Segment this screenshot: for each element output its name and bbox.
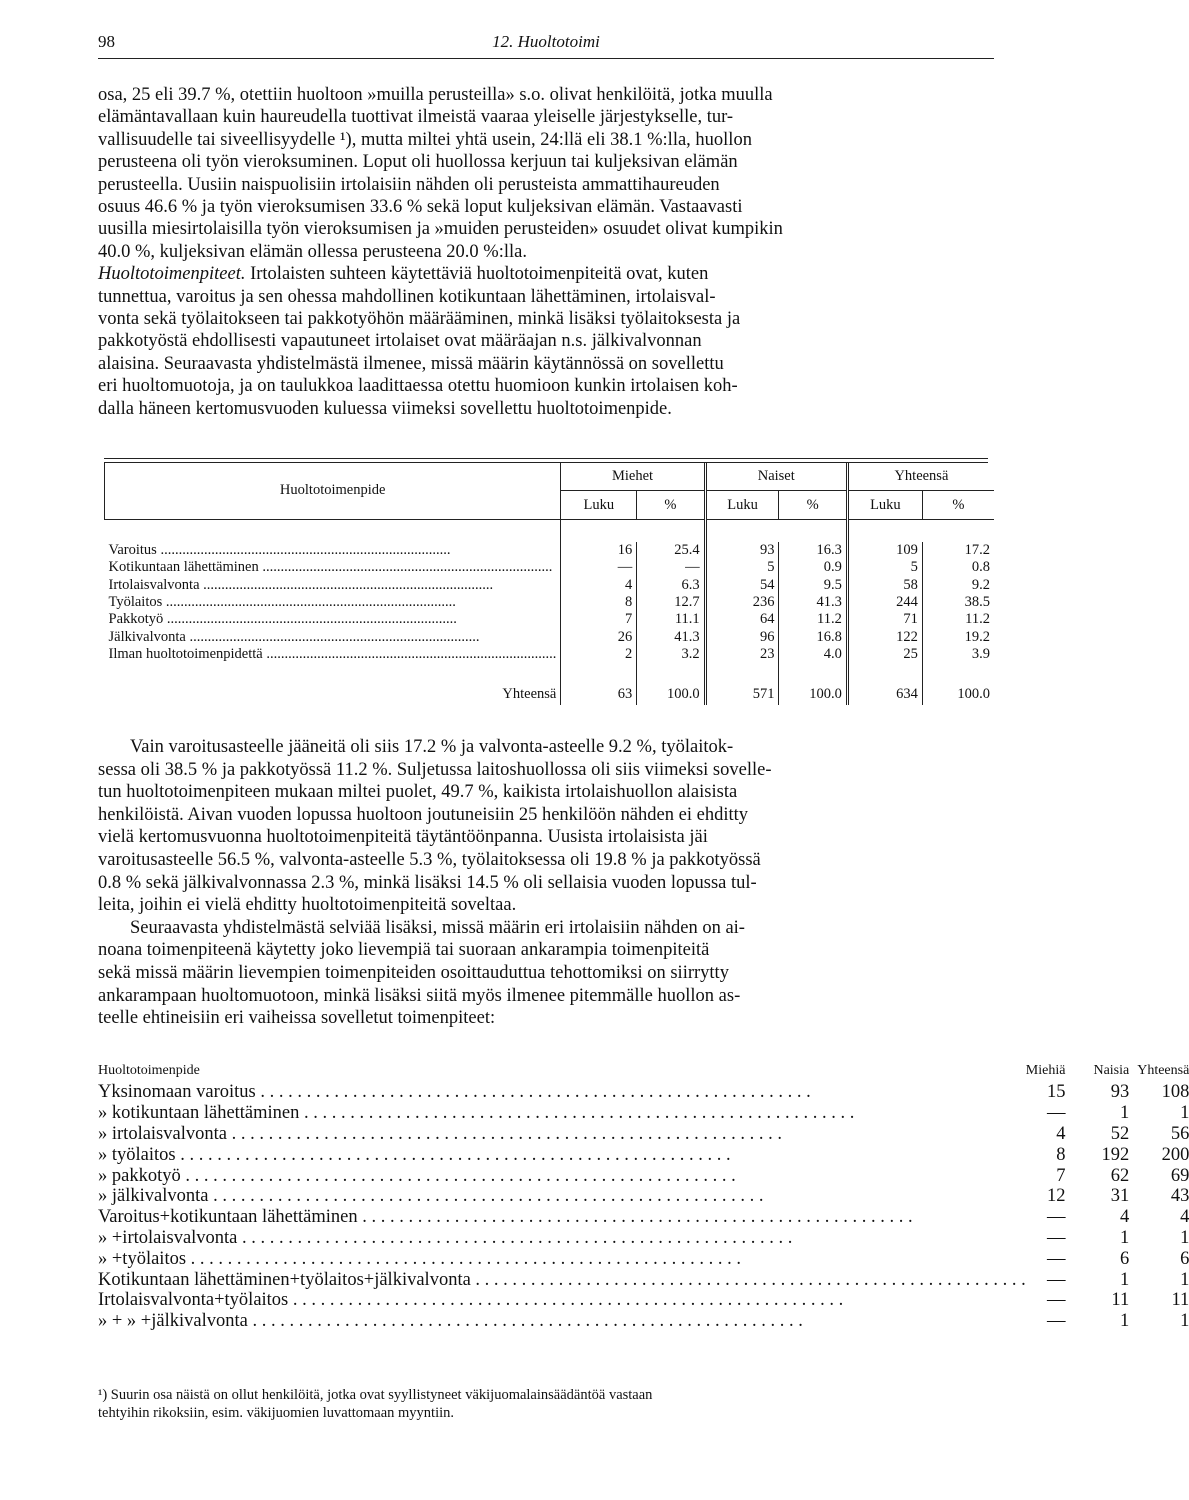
- text-line: uusilla miesirtolaisilla työn vieroksumisen ja »muiden perusteiden» osuudet olivat kumpikin: [98, 219, 783, 240]
- running-title: 12. Huoltotoimi: [492, 32, 600, 51]
- cell-t: 1: [1180, 1227, 1189, 1248]
- table-row: [98, 1248, 1189, 1269]
- cell-label: Irtolaisvalvonta+työlaitos . . . . . . . . . . . . . . . . . . . . . . . . . . . . . . . . . . . . . . . . . . . . . . . . . . . . . . . . . . . .: [98, 1290, 844, 1311]
- table-row: [105, 577, 995, 594]
- cell-label: » työlaitos . . . . . . . . . . . . . . . . . . . . . . . . . . . . . . . . . . . . . . . . . . . . . . . . . . . . . . . . . . . .: [98, 1144, 731, 1165]
- table2-body: [98, 1082, 1189, 1332]
- text-line: eri huoltomuotoja, ja on taulukkoa laadittaessa otettu huomioon kunkin irtolaisen koh-: [98, 376, 738, 397]
- table1-col-label: Huoltotoimenpide: [105, 462, 561, 520]
- cell-mp: 3.2: [681, 645, 700, 662]
- cell-t: 109: [847, 542, 922, 559]
- cell-t: 11: [1171, 1290, 1189, 1311]
- paragraph-2: [98, 736, 994, 1030]
- cell-n: 1: [1119, 1311, 1130, 1332]
- text-line: perusteena oli työn vieroksuminen. Loput oli huollossa kerjuun tai kuljeksivan elämän: [98, 152, 738, 173]
- table-row: [98, 1228, 1189, 1249]
- table2-col-label: Huoltotoimenpide: [98, 1063, 200, 1078]
- cell-label: Kotikuntaan lähettäminen+työlaitos+jälkivalvonta . . . . . . . . . . . . . . . . . . . . . . . . . . . . . . . . . . . . . . . . . . . . . . . . . . . . . . . . . . . .: [98, 1269, 1026, 1290]
- cell-label: » +työlaitos . . . . . . . . . . . . . . . . . . . . . . . . . . . . . . . . . . . . . . . . . . . . . . . . . . . . . . . . . . . .: [98, 1248, 742, 1269]
- cell-n: 4: [1119, 1207, 1130, 1228]
- text-line: 0.8 % sekä jälkivalvonnassa 2.3 %, minkä lisäksi 14.5 % oli sellaisia vuoden lopussa tul-: [98, 872, 757, 893]
- cell-m: —: [1046, 1103, 1066, 1124]
- table-row: [98, 1186, 1189, 1207]
- table-row: [105, 542, 995, 559]
- cell-label: » + » +jälkivalvonta . . . . . . . . . . . . . . . . . . . . . . . . . . . . . . . . . . . . . . . . . . . . . . . . . . . . . . . . . . . .: [98, 1311, 803, 1332]
- section-heading: Huoltotoimenpiteet.: [98, 264, 246, 285]
- table-row: [98, 1311, 1189, 1332]
- text-line: Vain varoitusasteelle jääneitä oli siis 17.2 % ja valvonta-asteelle 9.2 %, työlaitok-: [130, 737, 734, 757]
- cell-tp: 11.2: [965, 611, 990, 628]
- footnote: [98, 1386, 994, 1422]
- cell-t: 71: [847, 611, 922, 628]
- total-m: 63: [561, 663, 637, 705]
- footnote-line: ¹) Suurin osa näistä on ollut henkilöitä, jotka ovat syyllistyneet väkijuomalainsäädäntöä vastaan: [98, 1387, 653, 1403]
- total-label: Yhteensä: [105, 663, 561, 705]
- text-line: varoitusasteelle 56.5 %, valvonta-asteelle 5.3 %, työlaitoksessa oli 19.8 % ja pakkotyössä: [98, 849, 761, 870]
- cell-m: —: [1046, 1207, 1066, 1228]
- cell-t: 122: [847, 628, 922, 645]
- cell-t: 58: [847, 577, 922, 594]
- cell-m: —: [1046, 1311, 1066, 1332]
- cell-np: 4.0: [823, 645, 842, 662]
- cell-n: 1: [1119, 1103, 1130, 1124]
- cell-m: 8: [1056, 1144, 1066, 1165]
- cell-t: 43: [1170, 1186, 1189, 1207]
- text-line: dalla häneen kertomusvuoden kuluessa viimeksi sovellettu huoltotoimenpide.: [98, 398, 672, 419]
- subheader-luku: Luku: [705, 491, 779, 520]
- cell-label: Jälkivalvonta ................................................................................: [105, 628, 561, 645]
- text-line: Seuraavasta yhdistelmästä selviää lisäksi, missä määrin eri irtolaisiin nähden on ai-: [130, 917, 745, 938]
- cell-n: 11: [1111, 1290, 1130, 1311]
- cell-np: 16.8: [816, 628, 842, 645]
- cell-m: —: [1046, 1227, 1066, 1248]
- cell-n: 52: [1110, 1123, 1130, 1144]
- cell-m: 16: [561, 542, 637, 559]
- cell-mp: 12.7: [674, 594, 700, 611]
- text-span: Irtolaisten suhteen käytettäviä huoltotoimenpiteitä ovat, kuten: [245, 264, 709, 285]
- text-line: henkilöistä. Aivan vuoden lopussa huoltoon joutuneisiin 25 henkilöön nähden ei ehditty: [98, 804, 748, 825]
- table1-body: [105, 542, 995, 663]
- cell-n: 93: [705, 542, 779, 559]
- cell-tp: 17.2: [964, 542, 990, 559]
- total-n: 571: [705, 663, 779, 705]
- page-header: [98, 28, 994, 60]
- group-header-naiset: Naiset: [705, 462, 847, 491]
- cell-t: 1: [1180, 1311, 1189, 1332]
- cell-label: Pakkotyö ................................................................................: [105, 611, 561, 628]
- cell-tp: 0.8: [971, 559, 990, 576]
- cell-m: 8: [561, 594, 637, 611]
- cell-t: 25: [847, 646, 922, 663]
- table1-total-row: [105, 663, 995, 705]
- table-row: [98, 1124, 1189, 1145]
- table-row: [105, 611, 995, 628]
- text-line: sekä missä määrin lievempien toimenpiteiden osoittauduttua tehottomiksi on siirrytty: [98, 962, 729, 983]
- cell-m: 4: [1056, 1123, 1066, 1144]
- table2-header: [98, 1060, 1189, 1082]
- subheader-percent: %: [779, 491, 847, 520]
- table-row: [98, 1082, 1189, 1103]
- group-header-yhteensa: Yhteensä: [847, 462, 994, 491]
- cell-label: Kotikuntaan lähettäminen ................................................................................: [105, 559, 561, 576]
- total-tp: 100.0: [957, 686, 990, 703]
- cell-m: 26: [561, 628, 637, 645]
- cell-m: 4: [561, 577, 637, 594]
- cell-tp: 38.5: [964, 594, 990, 611]
- text-line: elämäntavallaan kuin haureudella tuottivat ilmeistä vaaraa yleiselle järjestykselle, tur-: [98, 107, 734, 128]
- cell-n: 96: [705, 628, 779, 645]
- subheader-percent: %: [922, 491, 994, 520]
- table1-group-header: [105, 462, 995, 491]
- table-combined-measures: [98, 1060, 1189, 1332]
- cell-t: 56: [1170, 1123, 1189, 1144]
- text-line: sessa oli 38.5 % ja pakkotyössä 11.2 %. Suljetussa laitoshuollossa oli siis viimeksi sovelle-: [98, 759, 772, 780]
- cell-label: Ilman huoltotoimenpidettä ................................................................................: [105, 646, 561, 663]
- text-line: noana toimenpiteenä käytetty joko lievempiä tai suoraan ankarampia toimenpiteitä: [98, 940, 710, 961]
- cell-t: 200: [1161, 1144, 1189, 1165]
- cell-t: 244: [847, 594, 922, 611]
- cell-t: 1: [1180, 1269, 1189, 1290]
- table-row: [98, 1207, 1189, 1228]
- table2-col-yhteensa: Yhteensä: [1137, 1063, 1189, 1078]
- table-row: [98, 1144, 1189, 1165]
- cell-n: 64: [705, 611, 779, 628]
- cell-n: 23: [705, 646, 779, 663]
- text-line: pakkotyöstä ehdollisesti vapautuneet irtolaiset ovat määräajan n.s. jälkivalvonnan: [98, 331, 702, 352]
- cell-tp: 3.9: [971, 645, 990, 662]
- text-line: 40.0 %, kuljeksivan elämän ollessa perusteena 20.0 %:lla.: [98, 241, 527, 262]
- table-row: [98, 1269, 1189, 1290]
- text-line: leita, joihin ei vielä ehditty huoltotoimenpiteitä soveltaa.: [98, 895, 517, 916]
- cell-n: 31: [1110, 1186, 1130, 1207]
- cell-tp: 9.2: [971, 576, 990, 593]
- text-line: vielä kertomusvuonna huoltotoimenpiteitä täytäntöönpanna. Uusista irtolaisista jäi: [98, 827, 708, 848]
- cell-n: 54: [705, 577, 779, 594]
- subheader-percent: %: [637, 491, 705, 520]
- cell-m: —: [561, 559, 637, 576]
- cell-n: 1: [1119, 1269, 1130, 1290]
- total-np: 100.0: [809, 686, 842, 703]
- table2-col-naisia: Naisia: [1093, 1063, 1130, 1078]
- cell-label: Irtolaisvalvonta ................................................................................: [105, 577, 561, 594]
- group-header-miehet: Miehet: [561, 462, 705, 491]
- subheader-luku: Luku: [561, 491, 637, 520]
- cell-m: —: [1046, 1269, 1066, 1290]
- footnote-line: tehtyihin rikoksiin, esim. väkijuomien luvattomaan myyntiin.: [98, 1405, 455, 1421]
- page-number: 98: [98, 32, 115, 51]
- cell-t: 6: [1180, 1248, 1189, 1269]
- cell-m: —: [1046, 1248, 1066, 1269]
- text-line: vonta sekä työlaitokseen tai pakkotyöhön määrääminen, minkä lisäksi työlaitoksesta ja: [98, 309, 741, 330]
- cell-n: 236: [705, 594, 779, 611]
- paragraph-1: [98, 84, 994, 420]
- cell-label: Työlaitos ................................................................................: [105, 594, 561, 611]
- cell-n: 93: [1110, 1082, 1130, 1103]
- cell-n: 1: [1119, 1227, 1130, 1248]
- cell-np: 16.3: [816, 542, 842, 559]
- table-row: [105, 646, 995, 663]
- cell-t: 69: [1170, 1165, 1189, 1186]
- cell-np: 11.2: [817, 611, 842, 628]
- cell-n: 62: [1110, 1165, 1130, 1186]
- cell-label: » jälkivalvonta . . . . . . . . . . . . . . . . . . . . . . . . . . . . . . . . . . . . . . . . . . . . . . . . . . . . . . . . . . . .: [98, 1186, 764, 1207]
- table-row: [98, 1165, 1189, 1186]
- cell-np: 9.5: [823, 576, 842, 593]
- cell-t: 5: [847, 559, 922, 576]
- cell-mp: 6.3: [681, 576, 700, 593]
- cell-mp: 25.4: [674, 542, 700, 559]
- table2-col-miehia: Miehiä: [1025, 1063, 1066, 1078]
- cell-label: Varoitus+kotikuntaan lähettäminen . . . . . . . . . . . . . . . . . . . . . . . . . . . . . . . . . . . . . . . . . . . . . . . . . . . . . . . . . . . .: [98, 1207, 913, 1228]
- subheader-luku: Luku: [847, 491, 922, 520]
- cell-n: 5: [705, 559, 779, 576]
- table-row: [105, 559, 995, 576]
- text-line: tunnettua, varoitus ja sen ohessa mahdollinen kotikuntaan lähettäminen, irtolaisval-: [98, 286, 716, 307]
- total-mp: 100.0: [667, 686, 700, 703]
- cell-mp: 11.1: [674, 611, 700, 628]
- cell-m: 12: [1046, 1186, 1066, 1207]
- text-line: alaisina. Seuraavasta yhdistelmästä ilmenee, missä määrin käytännössä on sovellettu: [98, 353, 724, 374]
- cell-label: » pakkotyö . . . . . . . . . . . . . . . . . . . . . . . . . . . . . . . . . . . . . . . . . . . . . . . . . . . . . . . . . . . .: [98, 1165, 736, 1186]
- total-t: 634: [847, 663, 922, 705]
- table-row: [98, 1103, 1189, 1124]
- cell-t: 1: [1180, 1103, 1189, 1124]
- cell-m: —: [1046, 1290, 1066, 1311]
- text-line: osa, 25 eli 39.7 %, otettiin huoltoon »muilla perusteilla» s.o. olivat henkilöitä, jotka muulla: [98, 85, 773, 105]
- cell-tp: 19.2: [964, 628, 990, 645]
- cell-label: Varoitus ................................................................................: [105, 542, 561, 559]
- text-line: osuus 46.6 % ja työn vieroksumisen 33.6 % sekä loput kuljeksivan elämän. Vastaavasti: [98, 197, 743, 218]
- text-line: ankarampaan huoltomuotoon, minkä lisäksi siitä myös ilmenee pitemmälle huollon as-: [98, 985, 741, 1006]
- table-row: [98, 1290, 1189, 1311]
- cell-label: » +irtolaisvalvonta . . . . . . . . . . . . . . . . . . . . . . . . . . . . . . . . . . . . . . . . . . . . . . . . . . . . . . . . . . . .: [98, 1227, 793, 1248]
- table-row: [105, 594, 995, 611]
- cell-n: 6: [1119, 1248, 1130, 1269]
- cell-m: 15: [1046, 1082, 1066, 1103]
- cell-np: 0.9: [823, 559, 842, 576]
- cell-mp: —: [685, 559, 700, 576]
- cell-m: 7: [1056, 1165, 1066, 1186]
- cell-mp: 41.3: [674, 628, 700, 645]
- text-line: teelle ehtineisiin eri vaiheissa sovelletut toimenpiteet:: [98, 1008, 496, 1029]
- cell-label: Yksinomaan varoitus . . . . . . . . . . . . . . . . . . . . . . . . . . . . . . . . . . . . . . . . . . . . . . . . . . . . . . . . . . . .: [98, 1082, 811, 1103]
- header-rule: [98, 58, 994, 59]
- text-line: perusteella. Uusiin naispuolisiin irtolaisiin nähden oli perusteista ammattihaureuden: [98, 174, 720, 195]
- cell-m: 7: [561, 611, 637, 628]
- cell-label: » irtolaisvalvonta . . . . . . . . . . . . . . . . . . . . . . . . . . . . . . . . . . . . . . . . . . . . . . . . . . . . . . . . . . . .: [98, 1123, 782, 1144]
- table-row: [105, 628, 995, 645]
- table-huoltotoimenpide: [104, 462, 994, 705]
- cell-label: » kotikuntaan lähettäminen . . . . . . . . . . . . . . . . . . . . . . . . . . . . . . . . . . . . . . . . . . . . . . . . . . . . . . . . . . . .: [98, 1103, 855, 1124]
- text-line: tun huoltotoimenpiteen mukaan miltei puolet, 49.7 %, kaikista irtolaishuollon alaisista: [98, 782, 738, 803]
- cell-t: 108: [1161, 1082, 1189, 1103]
- cell-t: 4: [1180, 1207, 1189, 1228]
- cell-n: 192: [1101, 1144, 1130, 1165]
- cell-m: 2: [561, 646, 637, 663]
- cell-np: 41.3: [816, 594, 842, 611]
- text-line: vallisuudelle tai siveellisyydelle ¹), mutta miltei yhtä usein, 24:llä eli 38.1 %:lla, huollon: [98, 129, 752, 150]
- text-line: [98, 263, 994, 285]
